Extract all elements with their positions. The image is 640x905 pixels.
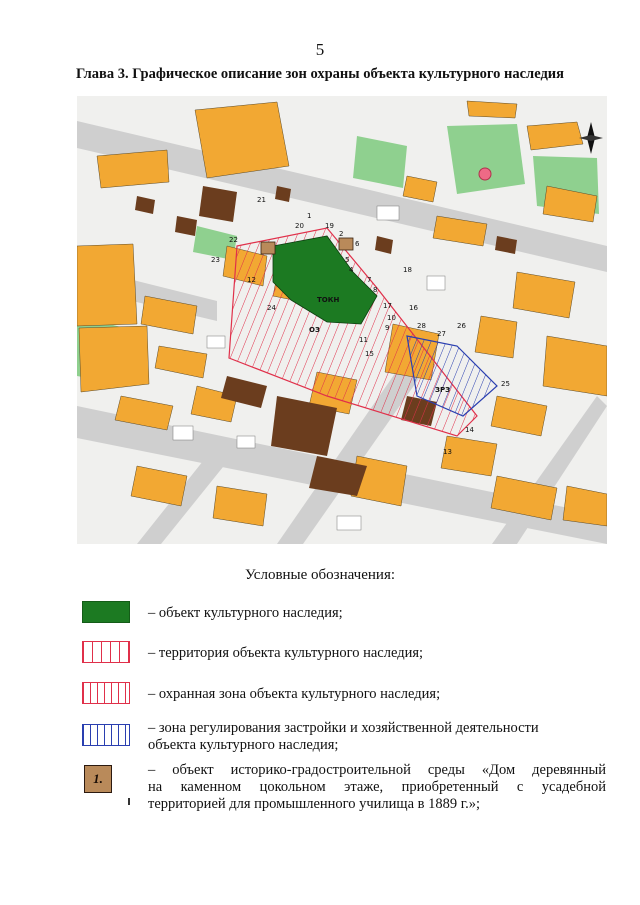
map-label: 21	[257, 196, 266, 204]
legend-title: Условные обозначения:	[244, 567, 396, 583]
legend-line: на каменном цокольном этаже, приобретенный с усадебной	[148, 779, 606, 795]
map-label: 19	[325, 222, 334, 230]
legend-text-protection-zone: – охранная зона объекта культурного наследия;	[148, 686, 441, 702]
legend-line: объекта культурного наследия;	[148, 737, 339, 753]
legend-text-heritage-territory: – территория объекта культурного наследия;	[148, 645, 424, 661]
legend-swatch-heritage-object	[82, 601, 130, 623]
map-label: 13	[443, 448, 452, 456]
map-label: 14	[465, 426, 474, 434]
map-label: 22	[229, 236, 238, 244]
map-label: 4	[349, 266, 354, 274]
map-label-tokn: ТОКН	[317, 296, 340, 304]
scan-mark	[128, 798, 130, 805]
legend-line: – зона регулирования застройки и хозяйственной деятельности	[148, 720, 539, 736]
monument-marker	[479, 168, 491, 180]
map-label: 16	[409, 304, 418, 312]
map-label: 23	[211, 256, 220, 264]
legend-line: территорией для промышленного училища в 1889 г.»;	[148, 796, 480, 812]
map-label: 2	[339, 230, 344, 238]
legend-swatch-protection-zone	[82, 682, 130, 704]
map-label: 7	[367, 276, 372, 284]
map-label: 26	[457, 322, 466, 330]
historic-marker	[261, 242, 275, 254]
map-label: 25	[501, 380, 510, 388]
map-label: 9	[385, 324, 390, 332]
map-label: 27	[437, 330, 446, 338]
legend-swatch-regulation-zone	[82, 724, 130, 746]
map-label: 17	[383, 302, 392, 310]
legend-line: – объект историко-градостроительной среды «Дом деревянный	[148, 762, 606, 778]
map-label-zone-oz: ОЗ	[309, 326, 320, 334]
map-label: 18	[403, 266, 412, 274]
legend-text-heritage-object: – объект культурного наследия;	[148, 605, 343, 621]
map-label: 20	[295, 222, 304, 230]
legend-text-regulation-zone	[148, 720, 606, 754]
legend-swatch-heritage-territory	[82, 641, 130, 663]
map-label: 24	[267, 304, 276, 312]
map-label: 6	[355, 240, 360, 248]
map-label: 28	[417, 322, 426, 330]
map-label: 11	[359, 336, 368, 344]
map-label-zone-zrz: ЗРЗ	[435, 386, 451, 394]
map-label: 10	[387, 314, 396, 322]
chapter-title: Глава 3. Графическое описание зон охраны объекта культурного наследия	[76, 66, 564, 82]
page-number: 5	[315, 40, 325, 59]
map-label: 15	[365, 350, 374, 358]
legend-text-historic-object	[148, 762, 606, 813]
map-label: 8	[373, 286, 378, 294]
zone-map-drawing	[77, 96, 607, 544]
map-label: 5	[345, 256, 350, 264]
zone-map	[77, 96, 607, 544]
map-label: 1	[307, 212, 312, 220]
legend-swatch-historic-object: 1.	[84, 765, 112, 793]
map-label: 12	[247, 276, 256, 284]
